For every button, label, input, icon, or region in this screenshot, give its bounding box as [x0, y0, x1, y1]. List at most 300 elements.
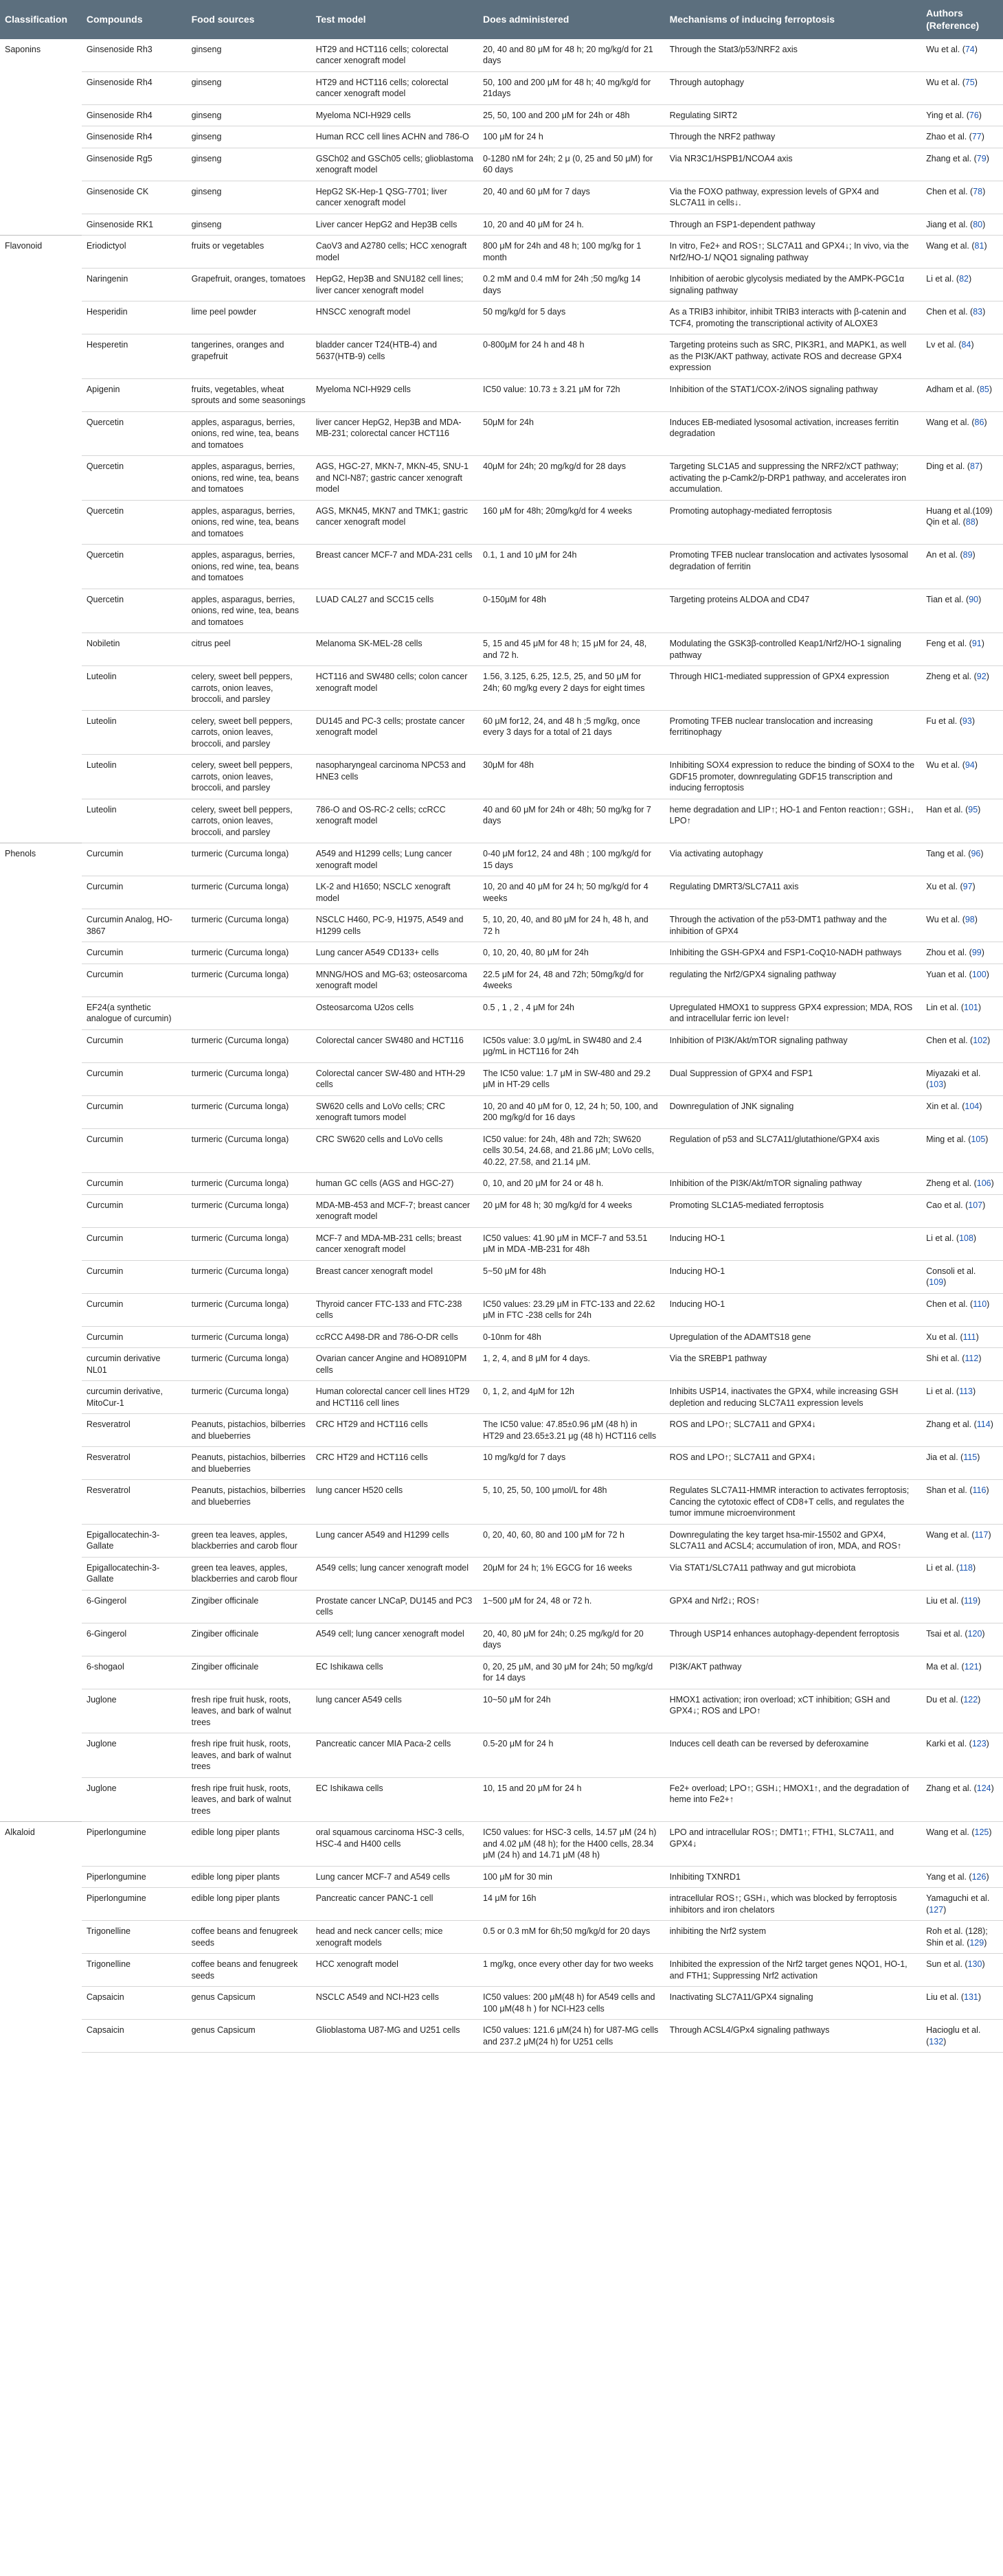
- reference-close: ): [980, 849, 984, 859]
- compound-cell: Piperlongumine: [82, 1888, 187, 1921]
- dose-cell: 20 μM for 48 h; 30 mg/kg/d for 4 weeks: [478, 1194, 665, 1227]
- reference-close: ): [982, 1959, 985, 1970]
- reference-close: ): [973, 1387, 976, 1397]
- mechanism-cell: Upregulation of the ADAMTS18 gene: [665, 1326, 921, 1348]
- table-row: [0, 456, 1003, 501]
- author-cell: [921, 148, 1003, 181]
- test-model-cell: Glioblastoma U87-MG and U251 cells: [311, 2020, 478, 2053]
- classification-cell: Flavonoid: [0, 236, 82, 843]
- mechanism-cell: Inhibiting the GSH-GPX4 and FSP1-CoQ10-NADH pathways: [665, 942, 921, 964]
- author-name: Yang et al. (: [926, 1871, 972, 1882]
- reference-close: ): [978, 1992, 982, 2003]
- compound-cell: Curcumin: [82, 1227, 187, 1260]
- reference-close: ): [981, 639, 984, 649]
- test-model-cell: HT29 and HCT116 cells; colorectal cancer xenograft model: [311, 39, 478, 72]
- mechanism-cell: As a TRIB3 inhibitor, inhibit TRIB3 interacts with β-catenin and TCF4, promoting the transcriptional activity of ALOXE3: [665, 301, 921, 334]
- mechanism-cell: PI3K/AKT pathway: [665, 1656, 921, 1689]
- reference-link[interactable]: 93: [962, 716, 972, 726]
- food-source-cell: edible long piper plants: [187, 1822, 311, 1867]
- table-row: [0, 1447, 1003, 1480]
- food-source-cell: turmeric (Curcuma longa): [187, 1194, 311, 1227]
- author-name: Ming et al. (: [926, 1134, 971, 1144]
- reference-link[interactable]: 88: [965, 517, 976, 527]
- author-cell: [921, 1293, 1003, 1326]
- reference-link[interactable]: 124: [976, 1783, 991, 1793]
- mechanism-cell: Inducing HO-1: [665, 1227, 921, 1260]
- author-name: Xin et al. (: [926, 1101, 965, 1111]
- reference-link[interactable]: 105: [971, 1134, 986, 1144]
- reference-link[interactable]: 83: [973, 307, 983, 317]
- reference-close: ): [977, 1452, 980, 1463]
- reference-link[interactable]: 75: [965, 77, 975, 87]
- test-model-cell: A549 and H1299 cells; Lung cancer xenograft model: [311, 843, 478, 876]
- compound-cell: Luteolin: [82, 799, 187, 843]
- compound-cell: Curcumin: [82, 1260, 187, 1293]
- table-row: [0, 710, 1003, 755]
- reference-close: ): [974, 77, 978, 87]
- reference-close: ): [943, 1277, 947, 1288]
- author-cell: [921, 126, 1003, 148]
- table-row: [0, 1822, 1003, 1867]
- food-source-cell: ginseng: [187, 148, 311, 181]
- mechanism-cell: Regulates SLC7A11-HMMR interaction to activates ferroptosis; Cancing the cytotoxic effect of CD8+T cells, and regulates the tumor immune microenvironment: [665, 1480, 921, 1525]
- reference-link[interactable]: 80: [973, 219, 983, 229]
- dose-cell: 1~500 μM for 24, 48 or 72 h.: [478, 1590, 665, 1623]
- author-cell: [921, 1822, 1003, 1867]
- table-row: [0, 1921, 1003, 1954]
- reference-close: ): [982, 186, 986, 196]
- dose-cell: 60 μM for12, 24, and 48 h ;5 mg/kg, once every 3 days for a total of 21 days: [478, 710, 665, 755]
- reference-link[interactable]: 97: [962, 882, 973, 892]
- test-model-cell: nasopharyngeal carcinoma NPC53 and HNE3 cells: [311, 755, 478, 799]
- test-model-cell: SW620 cells and LoVo cells; CRC xenograft tumors model: [311, 1095, 478, 1128]
- reference-link[interactable]: 103: [929, 1080, 944, 1090]
- table-row: [0, 1480, 1003, 1525]
- reference-close: ): [991, 1178, 994, 1189]
- reference-link[interactable]: 120: [967, 1628, 982, 1639]
- reference-link[interactable]: 107: [968, 1200, 983, 1210]
- compound-cell: Luteolin: [82, 755, 187, 799]
- table-row: [0, 843, 1003, 876]
- reference-link[interactable]: 132: [929, 2036, 944, 2047]
- test-model-cell: MCF-7 and MDA-MB-231 cells; breast cancer xenograft model: [311, 1227, 478, 1260]
- food-source-cell: apples, asparagus, berries, onions, red wine, tea, beans and tomatoes: [187, 411, 311, 456]
- dose-cell: 0-40 μM for12, 24 and 48h ; 100 mg/kg/d for 15 days: [478, 843, 665, 876]
- food-source-cell: turmeric (Curcuma longa): [187, 1062, 311, 1095]
- food-source-cell: turmeric (Curcuma longa): [187, 1173, 311, 1195]
- author-name: Fu et al. (: [926, 716, 962, 726]
- dose-cell: IC50 values: 41.90 μM in MCF-7 and 53.51 μM in MDA -MB-231 for 48h: [478, 1227, 665, 1260]
- dose-cell: 20μM for 24 h; 1% EGCG for 16 weeks: [478, 1557, 665, 1590]
- table-row: [0, 181, 1003, 214]
- dose-cell: 0, 20, 40, 60, 80 and 100 μM for 72 h: [478, 1524, 665, 1557]
- table-row: [0, 378, 1003, 411]
- reference-close: ): [943, 2036, 947, 2047]
- food-source-cell: turmeric (Curcuma longa): [187, 1260, 311, 1293]
- table-header-row: [0, 0, 1003, 39]
- author-name: Wang et al. (: [926, 417, 975, 427]
- reference-link[interactable]: 119: [964, 1595, 978, 1606]
- reference-link[interactable]: 91: [971, 639, 982, 649]
- compound-cell: Curcumin: [82, 1173, 187, 1195]
- dose-cell: 0.5-20 μM for 24 h: [478, 1733, 665, 1778]
- food-source-cell: ginseng: [187, 181, 311, 214]
- author-name: Chen et al. (: [926, 1035, 973, 1045]
- reference-close: ): [971, 340, 974, 350]
- header-food-sources: Food sources: [187, 0, 311, 39]
- author-cell: [921, 1777, 1003, 1822]
- food-source-cell: celery, sweet bell peppers, carrots, onion leaves, broccoli, and parsley: [187, 755, 311, 799]
- reference-link[interactable]: 98: [965, 915, 975, 925]
- table-row: [0, 1414, 1003, 1447]
- author-cell: [921, 1733, 1003, 1778]
- food-source-cell: ginseng: [187, 71, 311, 104]
- compound-cell: Juglone: [82, 1777, 187, 1822]
- author-cell: [921, 545, 1003, 589]
- table-row: [0, 545, 1003, 589]
- mechanism-cell: Dual Suppression of GPX4 and FSP1: [665, 1062, 921, 1095]
- test-model-cell: liver cancer HepG2, Hep3B and MDA-MB-231; colorectal cancer HCT116: [311, 411, 478, 456]
- author-name: Sun et al. (: [926, 1959, 968, 1970]
- reference-link[interactable]: 102: [973, 1035, 988, 1045]
- author-cell: [921, 1524, 1003, 1557]
- dose-cell: The IC50 value: 1.7 μM in SW-480 and 29.2 μM in HT-29 cells: [478, 1062, 665, 1095]
- reference-link[interactable]: 130: [967, 1959, 982, 1970]
- author-cell: [921, 1954, 1003, 1987]
- author-name: Jiang et al. (: [926, 219, 973, 229]
- reference-link[interactable]: 85: [979, 384, 989, 394]
- author-cell: [921, 334, 1003, 379]
- reference-link[interactable]: 89: [962, 550, 973, 560]
- author-name: Wu et al. (: [926, 44, 965, 54]
- reference-link[interactable]: 123: [971, 1739, 987, 1749]
- mechanism-cell: Inhibited the expression of the Nrf2 target genes NQO1, HO-1, and FTH1; Suppressing Nrf2 activation: [665, 1954, 921, 1987]
- author-name: Li et al. (: [926, 274, 960, 284]
- reference-link[interactable]: 92: [976, 672, 987, 682]
- reference-link[interactable]: 94: [965, 760, 975, 771]
- reference-link[interactable]: 112: [965, 1354, 979, 1364]
- author-name: Han et al. (: [926, 804, 969, 814]
- dose-cell: 20, 40 and 80 μM for 48 h; 20 mg/kg/d for 21 days: [478, 39, 665, 72]
- reference-link[interactable]: 121: [964, 1661, 979, 1672]
- mechanism-cell: Regulating DMRT3/SLC7A11 axis: [665, 876, 921, 909]
- reference-close: ): [989, 384, 993, 394]
- table-row: [0, 1888, 1003, 1921]
- food-source-cell: edible long piper plants: [187, 1866, 311, 1888]
- mechanism-cell: Through the activation of the p53-DMT1 pathway and the inhibition of GPX4: [665, 909, 921, 942]
- dose-cell: 0, 20, 25 μM, and 30 μM for 24h; 50 mg/kg/d for 14 days: [478, 1656, 665, 1689]
- test-model-cell: HNSCC xenograft model: [311, 301, 478, 334]
- author-cell: [921, 876, 1003, 909]
- reference-link[interactable]: 108: [959, 1233, 973, 1243]
- reference-link[interactable]: 129: [969, 1937, 984, 1948]
- reference-link[interactable]: 95: [968, 804, 978, 814]
- food-source-cell: Peanuts, pistachios, bilberries and blueberries: [187, 1447, 311, 1480]
- mechanism-cell: Via activating autophagy: [665, 843, 921, 876]
- test-model-cell: ccRCC A498-DR and 786-O-DR cells: [311, 1326, 478, 1348]
- compound-cell: Curcumin: [82, 843, 187, 876]
- dose-cell: 5, 10, 20, 40, and 80 μM for 24 h, 48 h, and 72 h: [478, 909, 665, 942]
- author-cell: [921, 378, 1003, 411]
- mechanism-cell: Promoting TFEB nuclear translocation and increasing ferritinophagy: [665, 710, 921, 755]
- reference-link[interactable]: 77: [971, 132, 982, 142]
- food-source-cell: turmeric (Curcuma longa): [187, 1381, 311, 1414]
- reference-link[interactable]: 122: [963, 1694, 978, 1705]
- table-row: [0, 1293, 1003, 1326]
- dose-cell: 5~50 μM for 48h: [478, 1260, 665, 1293]
- food-source-cell: citrus peel: [187, 633, 311, 666]
- table-row: [0, 104, 1003, 126]
- test-model-cell: GSCh02 and GSCh05 cells; glioblastoma xenograft model: [311, 148, 478, 181]
- reference-close: ): [978, 1002, 982, 1012]
- reference-link[interactable]: 82: [959, 274, 969, 284]
- food-source-cell: tangerines, oranges and grapefruit: [187, 334, 311, 379]
- mechanism-cell: Downregulation of JNK signaling: [665, 1095, 921, 1128]
- food-source-cell: ginseng: [187, 39, 311, 72]
- test-model-cell: oral squamous carcinoma HSC-3 cells, HSC-4 and H400 cells: [311, 1822, 478, 1867]
- reference-close: ): [978, 1694, 981, 1705]
- table-row: [0, 964, 1003, 996]
- compound-cell: Capsaicin: [82, 2020, 187, 2053]
- reference-link[interactable]: 96: [971, 849, 981, 859]
- mechanism-cell: Targeting proteins such as SRC, PIK3R1, and MAPK1, as well as the PI3K/AKT pathway, activate ROS and decrease GPX4 expression: [665, 334, 921, 379]
- compound-cell: Apigenin: [82, 378, 187, 411]
- reference-close: ): [981, 132, 984, 142]
- author-name: Zheng et al. (: [926, 1178, 977, 1189]
- author-name: Ying et al. (: [926, 110, 969, 120]
- compound-cell: Curcumin: [82, 942, 187, 964]
- table-row: [0, 996, 1003, 1029]
- reference-close: ): [986, 1485, 989, 1496]
- test-model-cell: NSCLC A549 and NCI-H23 cells: [311, 1987, 478, 2020]
- classification-cell: Saponins: [5, 44, 41, 54]
- food-source-cell: genus Capsicum: [187, 2020, 311, 2053]
- reference-link[interactable]: 125: [974, 1827, 989, 1838]
- food-source-cell: turmeric (Curcuma longa): [187, 1029, 311, 1062]
- dose-cell: 100 μM for 30 min: [478, 1866, 665, 1888]
- food-source-cell: green tea leaves, apples, blackberries and carob flour: [187, 1557, 311, 1590]
- author-cell: [921, 500, 1003, 545]
- author-name: Zhao et al. (: [926, 132, 972, 142]
- mechanism-cell: Via the FOXO pathway, expression levels of GPX4 and SLC7A11 in cells↓.: [665, 181, 921, 214]
- header-mechanism: Mechanisms of inducing ferroptosis: [665, 0, 921, 39]
- table-row: [0, 1173, 1003, 1195]
- author-cell: [921, 1480, 1003, 1525]
- food-source-cell: ginseng: [187, 126, 311, 148]
- table-row: [0, 1866, 1003, 1888]
- reference-close: ): [984, 241, 987, 251]
- reference-link[interactable]: 87: [970, 461, 980, 472]
- mechanism-cell: Inducing HO-1: [665, 1260, 921, 1293]
- compound-cell: Resveratrol: [82, 1447, 187, 1480]
- test-model-cell: Breast cancer xenograft model: [311, 1260, 478, 1293]
- table-row: [0, 1326, 1003, 1348]
- mechanism-cell: Regulation of p53 and SLC7A11/glutathione/GPX4 axis: [665, 1128, 921, 1173]
- reference-close: ): [989, 1827, 992, 1838]
- test-model-cell: CaoV3 and A2780 cells; HCC xenograft model: [311, 236, 478, 269]
- author-name: Cao et al. (: [926, 1200, 969, 1210]
- header-authors: Authors (Reference): [921, 0, 1003, 39]
- compound-cell: curcumin derivative NL01: [82, 1348, 187, 1381]
- test-model-cell: Colorectal cancer SW480 and HCT116: [311, 1029, 478, 1062]
- dose-cell: 20, 40, 80 μM for 24h; 0.25 mg/kg/d for 20 days: [478, 1623, 665, 1656]
- author-cell: [921, 1381, 1003, 1414]
- dose-cell: 0, 1, 2, and 4μM for 12h: [478, 1381, 665, 1414]
- reference-link[interactable]: 115: [963, 1452, 978, 1463]
- test-model-cell: A549 cells; lung cancer xenograft model: [311, 1557, 478, 1590]
- reference-link[interactable]: 74: [965, 44, 975, 54]
- food-source-cell: Zingiber officinale: [187, 1590, 311, 1623]
- dose-cell: 0.5 , 1 , 2 , 4 μM for 24h: [478, 996, 665, 1029]
- mechanism-cell: heme degradation and LIP↑; HO-1 and Fenton reaction↑; GSH↓, LPO↑: [665, 799, 921, 843]
- reference-link[interactable]: 110: [973, 1299, 987, 1309]
- reference-link[interactable]: 127: [929, 1904, 944, 1915]
- author-name: Consoli et al. (: [926, 1266, 976, 1288]
- reference-link[interactable]: 111: [962, 1332, 976, 1342]
- mechanism-cell: Inhibition of the PI3K/Akt/mTOR signaling pathway: [665, 1173, 921, 1195]
- table-row: [0, 1062, 1003, 1095]
- author-name: Zheng et al. (: [926, 672, 977, 682]
- author-cell: [921, 1447, 1003, 1480]
- test-model-cell: Liver cancer HepG2 and Hep3B cells: [311, 214, 478, 236]
- classification-cell: Phenols: [0, 843, 82, 1822]
- dose-cell: 0-1280 nM for 24h; 2 μ (0, 25 and 50 μM) for 60 days: [478, 148, 665, 181]
- test-model-cell: Human colorectal cancer cell lines HT29 and HCT116 cell lines: [311, 1381, 478, 1414]
- compound-cell: Luteolin: [82, 710, 187, 755]
- author-cell: [921, 964, 1003, 996]
- compound-cell: Ginsenoside Rh4: [82, 126, 187, 148]
- author-cell: [921, 1173, 1003, 1195]
- author-name: Li et al. (: [926, 1233, 960, 1243]
- test-model-cell: HT29 and HCT116 cells; colorectal cancer xenograft model: [311, 71, 478, 104]
- reference-close: ): [984, 417, 987, 427]
- test-model-cell: HepG2, Hep3B and SNU182 cell lines; liver cancer xenograft model: [311, 269, 478, 301]
- compound-cell: Ginsenoside Rh4: [82, 71, 187, 104]
- reference-link[interactable]: 84: [961, 340, 971, 350]
- reference-close: ): [982, 307, 986, 317]
- reference-link[interactable]: 117: [974, 1529, 989, 1540]
- author-cell: [921, 1095, 1003, 1128]
- author-name: Shi et al. (: [926, 1354, 965, 1364]
- dose-cell: 25, 50, 100 and 200 μM for 24h or 48h: [478, 104, 665, 126]
- reference-link[interactable]: 106: [976, 1178, 991, 1189]
- table-row: [0, 301, 1003, 334]
- reference-link[interactable]: 131: [964, 1992, 978, 2003]
- food-source-cell: edible long piper plants: [187, 1888, 311, 1921]
- dose-cell: 10, 15 and 20 μM for 24 h: [478, 1777, 665, 1822]
- author-name: Wu et al. (: [926, 760, 965, 771]
- reference-close: ): [975, 517, 978, 527]
- compound-cell: Resveratrol: [82, 1414, 187, 1447]
- header-compounds: Compounds: [82, 0, 187, 39]
- test-model-cell: AGS, HGC-27, MKN-7, MKN-45, SNU-1 and NCI-N87; gastric cancer xenograft model: [311, 456, 478, 501]
- reference-close: ): [977, 1595, 981, 1606]
- compound-cell: Nobiletin: [82, 633, 187, 666]
- author-name: Zhang et al. (: [926, 1420, 977, 1430]
- mechanism-cell: LPO and intracellular ROS↑; DMT1↑; FTH1, SLC7A11, and GPX4↓: [665, 1822, 921, 1867]
- reference-link[interactable]: 104: [965, 1101, 980, 1111]
- food-source-cell: turmeric (Curcuma longa): [187, 1293, 311, 1326]
- classification-cell: Alkaloid: [0, 1822, 82, 2053]
- compound-cell: Curcumin: [82, 1293, 187, 1326]
- mechanism-cell: Inducing HO-1: [665, 1293, 921, 1326]
- compound-cell: 6-Gingerol: [82, 1623, 187, 1656]
- table-row: [0, 1733, 1003, 1778]
- table-row: [0, 1128, 1003, 1173]
- compound-cell: Quercetin: [82, 411, 187, 456]
- reference-link[interactable]: 118: [959, 1562, 973, 1573]
- food-source-cell: green tea leaves, apples, blackberries and carob flour: [187, 1524, 311, 1557]
- reference-close: ): [971, 716, 975, 726]
- table-row: [0, 1029, 1003, 1062]
- reference-link[interactable]: 114: [976, 1420, 991, 1430]
- table-row: [0, 1095, 1003, 1128]
- test-model-cell: EC Ishikawa cells: [311, 1656, 478, 1689]
- reference-link[interactable]: 109: [929, 1277, 944, 1288]
- reference-link[interactable]: 126: [971, 1871, 987, 1882]
- compound-cell: Piperlongumine: [82, 1866, 187, 1888]
- reference-close: ): [972, 882, 976, 892]
- table-row: [0, 1194, 1003, 1227]
- dose-cell: 10, 20 and 40 μM for 0, 12, 24 h; 50, 100, and 200 mg/kg/d for 16 days: [478, 1095, 665, 1128]
- reference-close: ): [974, 760, 978, 771]
- compound-cell: Curcumin: [82, 876, 187, 909]
- reference-link[interactable]: 113: [959, 1387, 973, 1397]
- reference-link[interactable]: 101: [964, 1002, 978, 1012]
- table-row: [0, 214, 1003, 236]
- author-name: Chen et al. (: [926, 307, 973, 317]
- table-row: [0, 909, 1003, 942]
- author-name: Karki et al. (: [926, 1739, 972, 1749]
- food-source-cell: [187, 996, 311, 1029]
- compound-cell: Ginsenoside Rh3: [82, 39, 187, 72]
- reference-link[interactable]: 79: [976, 153, 987, 163]
- reference-link[interactable]: 78: [973, 186, 983, 196]
- reference-link[interactable]: 116: [972, 1485, 987, 1496]
- table-row: [0, 1777, 1003, 1822]
- compound-cell: Quercetin: [82, 500, 187, 545]
- reference-link[interactable]: 81: [974, 241, 984, 251]
- table-body: [0, 39, 1003, 2053]
- test-model-cell: Prostate cancer LNCaP, DU145 and PC3 cells: [311, 1590, 478, 1623]
- reference-link[interactable]: 90: [969, 594, 979, 604]
- author-cell: [921, 1194, 1003, 1227]
- mechanism-cell: Through the NRF2 pathway: [665, 126, 921, 148]
- table-row: [0, 1689, 1003, 1733]
- food-source-cell: fruits or vegetables: [187, 236, 311, 269]
- mechanism-cell: ROS and LPO↑; SLC7A11 and GPX4↓: [665, 1414, 921, 1447]
- food-source-cell: Zingiber officinale: [187, 1656, 311, 1689]
- reference-link[interactable]: 86: [974, 417, 984, 427]
- reference-link[interactable]: 99: [971, 948, 982, 958]
- reference-link[interactable]: 76: [969, 110, 979, 120]
- compound-cell: Capsaicin: [82, 1987, 187, 2020]
- reference-link[interactable]: 100: [971, 969, 987, 979]
- dose-cell: 1, 2, 4, and 8 μM for 4 days.: [478, 1348, 665, 1381]
- mechanism-cell: Through ACSL4/GPx4 signaling pathways: [665, 2020, 921, 2053]
- compound-cell: Trigonelline: [82, 1954, 187, 1987]
- author-name: Li et al. (: [926, 1562, 960, 1573]
- dose-cell: IC50 values: for HSC-3 cells, 14.57 μM (24 h) and 4.02 μM (48 h); for the H400 cells, 28.34 μM (24 h) and 14.71 μM (48 h): [478, 1822, 665, 1867]
- test-model-cell: CRC SW620 cells and LoVo cells: [311, 1128, 478, 1173]
- dose-cell: 20, 40 and 60 μM for 7 days: [478, 181, 665, 214]
- author-cell: [921, 1921, 1003, 1954]
- reference-close: ): [943, 1080, 947, 1090]
- test-model-cell: Ovarian cancer Angine and HO8910PM cells: [311, 1348, 478, 1381]
- reference-close: ): [982, 219, 986, 229]
- mechanism-cell: Inactivating SLC7A11/GPX4 signaling: [665, 1987, 921, 2020]
- dose-cell: 50 mg/kg/d for 5 days: [478, 301, 665, 334]
